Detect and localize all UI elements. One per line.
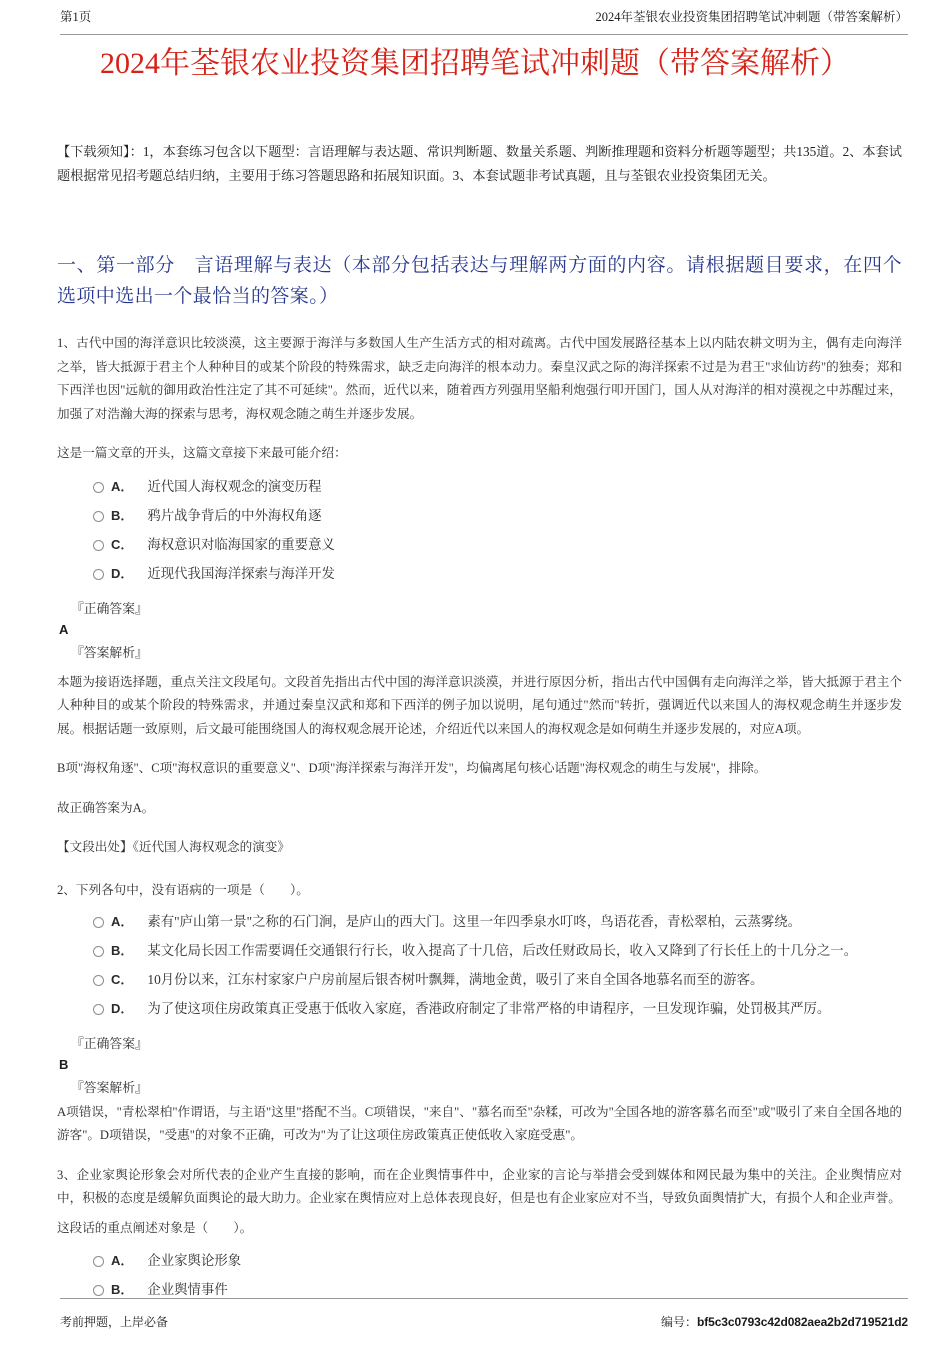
option-letter: A． bbox=[111, 913, 134, 929]
radio-button-icon[interactable] bbox=[93, 540, 104, 551]
option-letter: D． bbox=[111, 565, 134, 581]
explanation-paragraph: 本题为接语选择题，重点关注文段尾句。文段首先指出古代中国的海洋意识淡漠，并进行原因分析，指出古代中国偶有走向海洋之举，皆大抵源于君主个人种种目的或某个阶段的特殊需求，并通过秦皇汉武和郑和下西洋的例子加以说明，尾句通过"然而"转折，强调近代以来国人的海权观念萌生并逐步发展。根据话题一致原则，后文最可能围绕国人的海权观念展开论述，介绍近代以来国人的海权观念是如何萌生并逐步发展的，对应A项。 bbox=[57, 674, 902, 736]
option-text: 企业家舆论形象 bbox=[147, 1253, 242, 1268]
question-lead: 这是一篇文章的开头，这篇文章接下来最可能介绍： bbox=[57, 446, 347, 460]
question-block-2 bbox=[57, 879, 902, 1148]
option-text: 鸦片战争背后的中外海权角逐 bbox=[147, 507, 322, 523]
option-a[interactable] bbox=[57, 474, 902, 499]
correct-answer-label: 『正确答案』 bbox=[71, 1036, 148, 1051]
question-block-1 bbox=[57, 332, 902, 859]
option-b[interactable] bbox=[57, 503, 902, 528]
download-notice: 【下载须知】：1，本套练习包含以下题型：言语理解与表达题、常识判断题、数量关系题、判断推理题和资料分析题等题型；共135道。2、本套试题根据常见招考题总结归纳，主要用于练习答题思路和拓展知识面。3、本套试题非考试真题，且与荃银农业投资集团无关。 bbox=[57, 144, 902, 183]
correct-answer-label: 『正确答案』 bbox=[71, 601, 148, 616]
section-heading: 一、第一部分 言语理解与表达（本部分包括表达与理解两方面的内容。请根据题目要求，在四个选项中选出一个最恰当的答案。） bbox=[57, 255, 902, 307]
radio-button-icon[interactable] bbox=[93, 1256, 104, 1267]
page-title: 2024年荃银农业投资集团招聘笔试冲刺题（带答案解析） bbox=[100, 47, 850, 80]
option-list bbox=[57, 1248, 902, 1302]
radio-button-icon[interactable] bbox=[93, 1285, 104, 1296]
option-text: 10月份以来，江东村家家户户房前屋后银杏树叶飘舞，满地金黄，吸引了来自全国各地慕名而至的游客。 bbox=[147, 971, 764, 987]
option-c[interactable] bbox=[57, 967, 902, 992]
option-letter: B． bbox=[111, 942, 134, 958]
page-header bbox=[60, 8, 908, 35]
option-letter: A． bbox=[111, 1253, 134, 1268]
page-number-marker: 第1页 bbox=[60, 10, 92, 24]
radio-button-icon[interactable] bbox=[93, 946, 104, 957]
option-text: 近现代我国海洋探索与海洋开发 bbox=[147, 565, 335, 581]
correct-answer-value: A bbox=[59, 621, 69, 637]
option-list bbox=[57, 909, 902, 1021]
question-stem: 3、企业家舆论形象会对所代表的企业产生直接的影响，而在企业舆情事件中，企业家的言论与举措会受到媒体和网民最为集中的关注。企业舆情应对中，积极的态度是缓解负面舆论的最大助力。企业家在舆情应对上总体表现良好，但是也有企业家应对不当，导致负面舆情扩大，有损个人和企业声誉。 bbox=[57, 1167, 902, 1205]
option-letter: B． bbox=[111, 1282, 134, 1297]
option-d[interactable] bbox=[57, 996, 902, 1021]
option-text: 素有"庐山第一景"之称的石门涧，是庐山的西大门。这里一年四季泉水叮咚，鸟语花香，青松翠柏，云蒸雾绕。 bbox=[147, 913, 802, 929]
answer-analysis-label: 『答案解析』 bbox=[71, 1080, 148, 1095]
radio-button-icon[interactable] bbox=[93, 482, 104, 493]
explanation-paragraph: B项"海权角逐"、C项"海权意识的重要意义"、D项"海洋探索与海洋开发"，均偏离尾句核心话题"海权观念的萌生与发展"，排除。 bbox=[57, 761, 767, 775]
answer-analysis-label: 『答案解析』 bbox=[71, 645, 148, 660]
option-text: 海权意识对临海国家的重要意义 bbox=[147, 536, 335, 552]
option-b[interactable] bbox=[57, 938, 902, 963]
footer-code bbox=[661, 1313, 908, 1331]
option-c[interactable] bbox=[57, 532, 902, 557]
question-stem: 2、下列各句中，没有语病的一项是（ ）。 bbox=[57, 883, 309, 897]
option-letter: C． bbox=[111, 536, 134, 552]
footer-code-label: 编号： bbox=[661, 1315, 698, 1329]
radio-button-icon[interactable] bbox=[93, 511, 104, 522]
option-letter: A． bbox=[111, 478, 134, 494]
radio-button-icon[interactable] bbox=[93, 917, 104, 928]
radio-button-icon[interactable] bbox=[93, 975, 104, 986]
option-letter: C． bbox=[111, 971, 134, 987]
question-stem: 1、古代中国的海洋意识比较淡漠，这主要源于海洋与多数国人生产生活方式的相对疏离。古代中国发展路径基本上以内陆农耕文明为主，偶有走向海洋之举，皆大抵源于君主个人种种目的或某个阶段的特殊需求，缺乏走向海洋的根本动力。秦皇汉武之际的海洋探索不过是为君王"求仙访药"的独奏；郑和下西洋也因"远航的御用政治性注定了其不可延续"。然而，近代以来，随着西方列强用坚船利炮强行叩开国门，国人从对海洋的相对漠视之中苏醒过来，加强了对浩瀚大海的探索与思考，海权观念随之萌生并逐步发展。 bbox=[57, 336, 902, 421]
option-list bbox=[57, 474, 902, 586]
option-a[interactable] bbox=[57, 1248, 902, 1273]
option-letter: D． bbox=[111, 1000, 134, 1016]
footer-code-value: bf5c3c0793c42d082aea2b2d719521d2 bbox=[697, 1315, 908, 1329]
explanation-paragraph: A项错误，"青松翠柏"作谓语，与主语"这里"搭配不当。C项错误，"来自"、"慕名而至"杂糅，可改为"全国各地的游客慕名而至"或"吸引了来自全国各地的游客"。D项错误，"受惠"的对象不正确，可改为"为了让这项住房政策真正使低收入家庭受惠"。 bbox=[57, 1104, 902, 1142]
option-d[interactable] bbox=[57, 561, 902, 586]
source-value: 《近代国人海权观念的演变》 bbox=[132, 840, 290, 854]
explanation-paragraph: 故正确答案为A。 bbox=[57, 800, 155, 815]
source-label: 【文段出处】 bbox=[57, 840, 133, 854]
radio-button-icon[interactable] bbox=[93, 569, 104, 580]
correct-answer-value: B bbox=[59, 1056, 69, 1072]
running-title: 2024年荃银农业投资集团招聘笔试冲刺题（带答案解析） bbox=[595, 10, 908, 24]
option-text: 为了使这项住房政策真正受惠于低收入家庭，香港政府制定了非常严格的申请程序，一旦发现诈骗，处罚极其严厉。 bbox=[147, 1000, 831, 1016]
option-text: 某文化局长因工作需要调任交通银行行长，收入提高了十几倍，后改任财政局长，收入又降到了行长任上的十几分之一。 bbox=[147, 942, 858, 958]
question-block-3 bbox=[57, 1164, 902, 1303]
source-line bbox=[57, 836, 902, 859]
document-body bbox=[57, 140, 902, 1306]
option-text: 近代国人海权观念的演变历程 bbox=[147, 478, 322, 494]
page-footer bbox=[60, 1298, 908, 1331]
footer-slogan: 考前押题，上岸必备 bbox=[60, 1315, 169, 1329]
option-letter: B． bbox=[111, 507, 134, 523]
option-a[interactable] bbox=[57, 909, 902, 934]
question-lead: 这段话的重点阐述对象是（ ）。 bbox=[57, 1220, 253, 1235]
radio-button-icon[interactable] bbox=[93, 1004, 104, 1015]
option-text: 企业舆情事件 bbox=[147, 1282, 228, 1297]
